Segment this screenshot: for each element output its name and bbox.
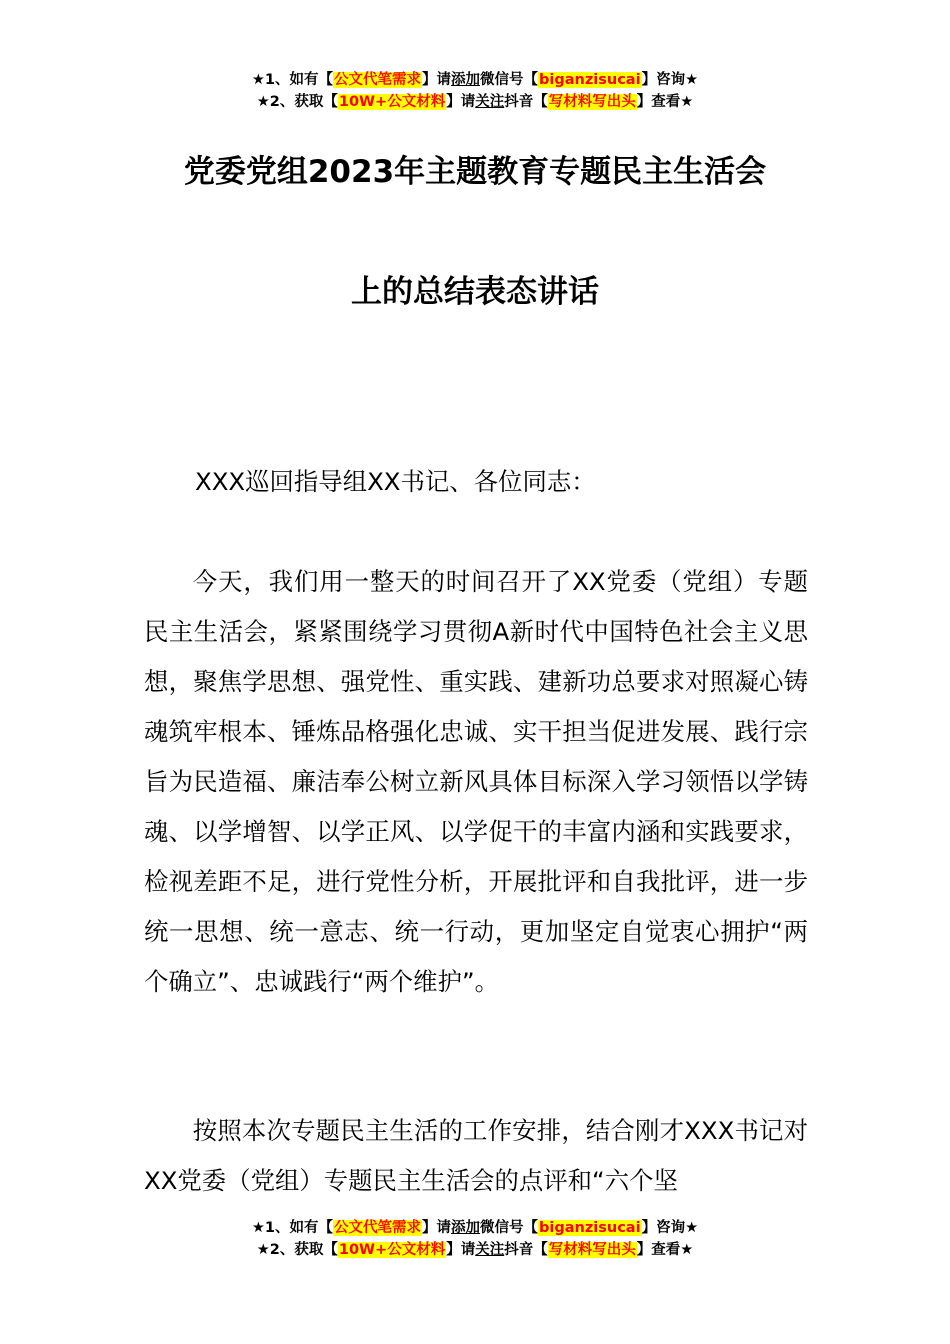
highlight-materials-text: 10W+公文材料 bbox=[338, 94, 446, 110]
banner-text: ★2、获取【 bbox=[256, 1242, 338, 1258]
footer-banner bbox=[0, 1217, 950, 1261]
underlined-text: 关注 bbox=[475, 94, 505, 110]
header-banner bbox=[0, 69, 950, 113]
banner-line-1 bbox=[0, 69, 950, 91]
underlined-text: 添加 bbox=[451, 1220, 481, 1236]
banner-text: 微信号【 bbox=[480, 1220, 539, 1236]
highlight-materials-text: 10W+公文材料 bbox=[338, 1242, 446, 1258]
banner-text: ★1、如有【 bbox=[251, 1220, 334, 1236]
banner-text: 】请 bbox=[446, 1242, 476, 1258]
banner-line-2 bbox=[0, 1239, 950, 1261]
body-paragraph-1: 今天，我们用一整天的时间召开了XX党委（党组）专题民主生活会，紧紧围绕学习贯彻A新时代中国特色社会主义思想，聚焦学思想、强党性、重实践、建新功总要求对照凝心铸魂筑牢根本、锤炼品格强化忠诚、实干担当促进发展、践行宗旨为民造福、廉洁奉公树立新风具体目标深入学习领悟以学铸魂、以学增智、以学正风、以学促干的丰富内涵和实践要求，检视差距不足，进行党性分析，开展批评和自我批评，进一步统一思想、统一意志、统一行动，更加坚定自觉衷心拥护“两个确立”、忠诚践行“两个维护”。 bbox=[144, 567, 808, 996]
highlight-service-text: 公文代笔需求 bbox=[334, 72, 422, 88]
banner-text: 】咨询★ bbox=[641, 1220, 699, 1236]
highlight-douyin-id: 写材料写出头 bbox=[548, 94, 636, 110]
highlight-wechat-id: biganzisucai bbox=[539, 72, 641, 88]
banner-line-1 bbox=[0, 1217, 950, 1239]
highlight-wechat-id: biganzisucai bbox=[539, 1220, 641, 1236]
banner-text: ★2、获取【 bbox=[256, 94, 338, 110]
banner-text: 抖音【 bbox=[504, 1242, 548, 1258]
banner-text: 】查看★ bbox=[636, 94, 694, 110]
banner-text: 微信号【 bbox=[480, 72, 539, 88]
document-title-line-1: 党委党组2023年主题教育专题民主生活会 bbox=[183, 154, 767, 190]
banner-text: 】请 bbox=[422, 1220, 452, 1236]
document-title-line-2: 上的总结表态讲话 bbox=[351, 274, 599, 310]
banner-text: ★1、如有【 bbox=[251, 72, 334, 88]
banner-text: 】查看★ bbox=[636, 1242, 694, 1258]
banner-line-2 bbox=[0, 91, 950, 113]
highlight-douyin-id: 写材料写出头 bbox=[548, 1242, 636, 1258]
underlined-text: 添加 bbox=[451, 72, 481, 88]
banner-text: 】请 bbox=[422, 72, 452, 88]
underlined-text: 关注 bbox=[475, 1242, 505, 1258]
banner-text: 】咨询★ bbox=[641, 72, 699, 88]
salutation: XXX巡回指导组XX书记、各位同志： bbox=[195, 467, 596, 496]
highlight-service-text: 公文代笔需求 bbox=[334, 1220, 422, 1236]
banner-text: 】请 bbox=[446, 94, 476, 110]
banner-text: 抖音【 bbox=[504, 94, 548, 110]
body-paragraph-2: 按照本次专题民主生活的工作安排，结合刚才XXX书记对XX党委（党组）专题民主生活会的点评和“六个坚 bbox=[144, 1116, 808, 1195]
